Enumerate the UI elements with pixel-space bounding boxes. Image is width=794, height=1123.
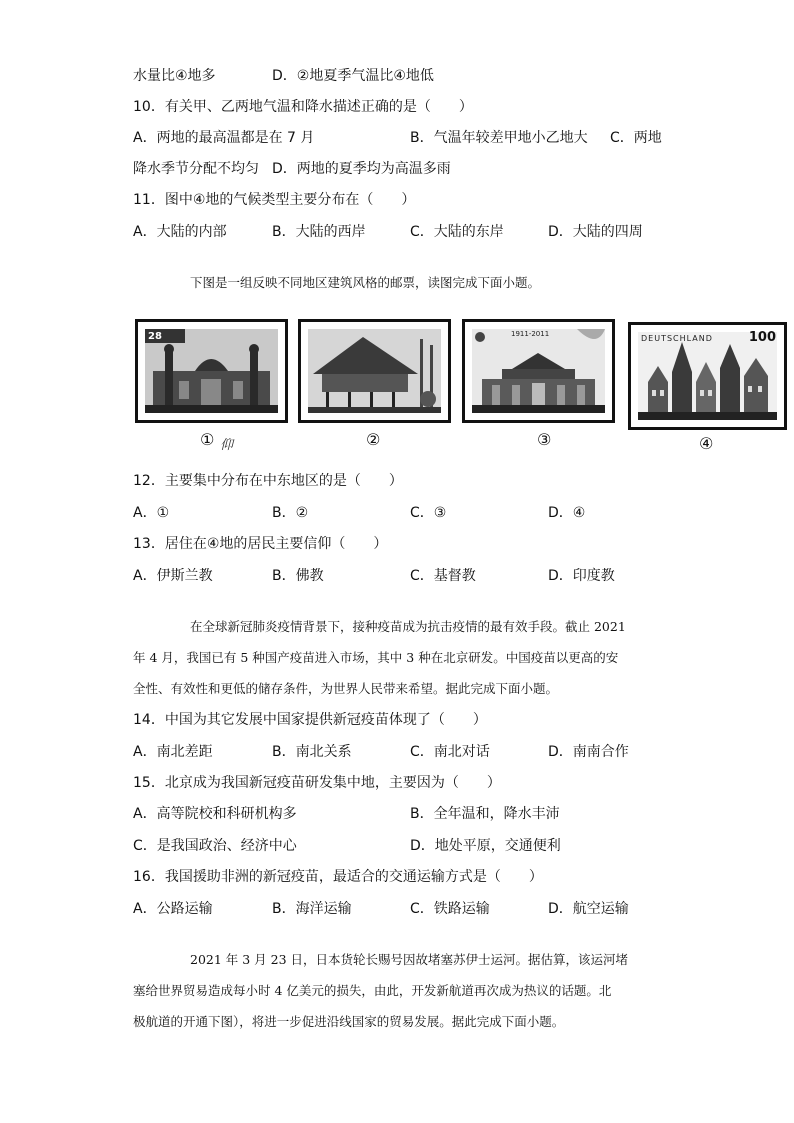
q10-option-c-continuation: 降水季节分配不均匀 (133, 161, 259, 177)
stamp-4-country: DEUTSCHLAND (641, 334, 713, 343)
stamp-4-value: 100 (748, 330, 776, 345)
q13-option-c: C．基督教 (410, 568, 476, 584)
suez-intro-line-2: 塞给世界贸易造成每小时 4 亿美元的损失，由此，开发新航道再次成为热议的话题。北 (133, 983, 612, 998)
stamp-label-3: ③ (537, 430, 552, 449)
suez-intro-line-1: 2021 年 3 月 23 日，日本货轮长赐号因故堵塞苏伊士运河。据估算，该运河堵 (190, 952, 629, 967)
stamp-label-1: ① (200, 430, 215, 449)
stamp-3-university (462, 319, 615, 423)
stamp-2-stilt-house (298, 319, 451, 423)
q10-option-d: D．两地的夏季均为高温多雨 (272, 161, 451, 177)
q15-option-b: B．全年温和，降水丰沛 (410, 806, 560, 822)
q12-option-b: B．② (272, 505, 309, 521)
q14-option-b: B．南北关系 (272, 744, 352, 760)
vaccine-intro-line-1: 在全球新冠肺炎疫情背景下，接种疫苗成为抗击疫情的最有效手段。截止 2021 (190, 619, 626, 634)
q10-stem: 10．有关甲、乙两地气温和降水描述正确的是（ ） (133, 99, 473, 115)
q16-option-d: D．航空运输 (548, 901, 629, 917)
q16-option-b: B．海洋运输 (272, 901, 352, 917)
q13-option-d: D．印度教 (548, 568, 615, 584)
stamp-1-value: 28 (148, 331, 162, 342)
vaccine-intro-line-2: 年 4 月，我国已有 5 种国产疫苗进入市场，其中 3 种在北京研发。中国疫苗以更高的安 (133, 650, 619, 665)
q14-option-d: D．南南合作 (548, 744, 629, 760)
q11-option-c: C．大陆的东岸 (410, 224, 504, 240)
handwritten-note: 仰 (220, 438, 234, 453)
q11-option-b: B．大陆的西岸 (272, 224, 366, 240)
q10-option-c: C．两地 (610, 130, 662, 146)
stamp-3-years: 1911-2011 (511, 330, 550, 338)
suez-intro-line-3: 极航道的开通下图），将进一步促进沿线国家的贸易发展。据此完成下面小题。 (133, 1014, 565, 1029)
stamp-label-4: ④ (699, 434, 714, 453)
q10-option-b: B．气温年较差甲地小乙地大 (410, 130, 588, 146)
q11-option-a: A．大陆的内部 (133, 224, 227, 240)
q11-stem: 11．图中④地的气候类型主要分布在（ ） (133, 192, 416, 208)
q13-stem: 13．居住在④地的居民主要信仰（ ） (133, 536, 388, 552)
university-building-illustration (472, 329, 605, 413)
q16-stem: 16．我国援助非洲的新冠疫苗，最适合的交通运输方式是（ ） (133, 869, 543, 885)
q14-stem: 14．中国为其它发展中国家提供新冠疫苗体现了（ ） (133, 712, 487, 728)
q9-option-d: D．②地夏季气温比④地低 (272, 68, 434, 84)
q15-option-a: A．高等院校和科研机构多 (133, 806, 297, 822)
q15-option-c: C．是我国政治、经济中心 (133, 838, 297, 854)
q9-option-c-continuation: 水量比④地多 (133, 68, 216, 84)
q16-option-c: C．铁路运输 (410, 901, 490, 917)
q13-option-a: A．伊斯兰教 (133, 568, 213, 584)
q13-option-b: B．佛教 (272, 568, 324, 584)
q12-option-c: C．③ (410, 505, 447, 521)
q12-option-d: D．④ (548, 505, 586, 521)
q10-option-a: A．两地的最高温都是在 7 月 (133, 130, 315, 146)
q14-option-c: C．南北对话 (410, 744, 490, 760)
stamp-label-2: ② (366, 430, 381, 449)
q11-option-d: D．大陆的四周 (548, 224, 643, 240)
stilt-house-illustration (308, 329, 441, 413)
vaccine-intro-line-3: 全性、有效性和更低的储存条件，为世界人民带来希望。据此完成下面小题。 (133, 681, 559, 696)
q12-stem: 12．主要集中分布在中东地区的是（ ） (133, 473, 403, 489)
q15-option-d: D．地处平原，交通便利 (410, 838, 561, 854)
stamp-4-gothic-town (628, 322, 787, 430)
stamps-intro: 下图是一组反映不同地区建筑风格的邮票，读图完成下面小题。 (190, 275, 541, 290)
q15-stem: 15．北京成为我国新冠疫苗研发集中地，主要因为（ ） (133, 775, 501, 791)
q16-option-a: A．公路运输 (133, 901, 213, 917)
gothic-town-illustration (638, 332, 777, 420)
q14-option-a: A．南北差距 (133, 744, 213, 760)
stamp-1-mosque (135, 319, 288, 423)
q12-option-a: A．① (133, 505, 170, 521)
mosque-illustration (145, 329, 278, 413)
